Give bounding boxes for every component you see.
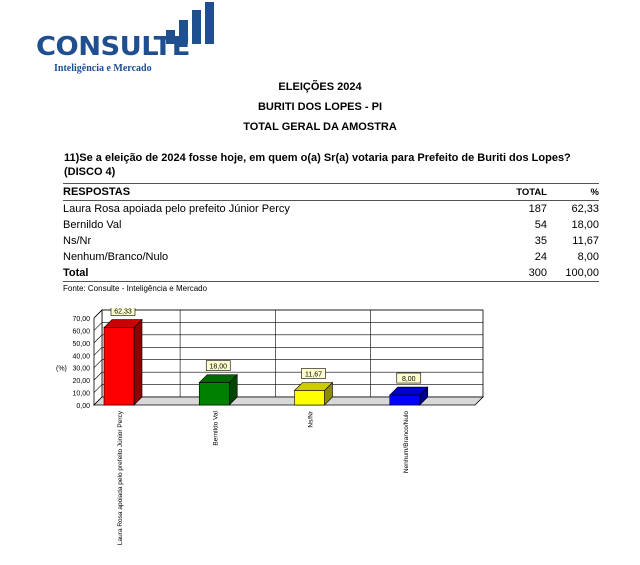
company-logo bbox=[36, 2, 196, 74]
data-label: 62,33 bbox=[114, 308, 132, 316]
y-tick-label: 50,00 bbox=[72, 340, 90, 348]
row-label: Bernildo Val bbox=[63, 219, 122, 231]
row-pct: 62,33 bbox=[571, 203, 599, 215]
y-tick-label: 40,00 bbox=[72, 353, 90, 361]
x-tick-label: Nenhum/Branco/Nulo bbox=[402, 411, 410, 474]
total-count: 300 bbox=[485, 265, 547, 282]
x-tick-label: Bernildo Val bbox=[212, 411, 220, 446]
table-header-row bbox=[63, 184, 599, 201]
table-total-row bbox=[63, 265, 599, 282]
row-label: Nenhum/Branco/Nulo bbox=[63, 251, 169, 263]
table-row bbox=[63, 233, 599, 249]
bar bbox=[199, 383, 229, 405]
row-pct: 8,00 bbox=[577, 251, 599, 263]
y-tick-label: 60,00 bbox=[72, 328, 90, 336]
question-text: 11)Se a eleição de 2024 fosse hoje, em quem o(a) Sr(a) votaria para Prefeito de Buriti dos Lopes?(DISCO 4) bbox=[64, 152, 571, 178]
row-label: Ns/Nr bbox=[63, 235, 92, 247]
chart-back-wall bbox=[102, 310, 483, 397]
col-header-total: TOTAL bbox=[485, 184, 547, 201]
row-total: 54 bbox=[534, 219, 547, 231]
row-total: 35 bbox=[534, 235, 547, 247]
y-tick-label: 20,00 bbox=[72, 378, 90, 386]
y-tick-label: 10,00 bbox=[72, 390, 90, 398]
bar-chart bbox=[30, 308, 500, 563]
y-tick-label: 70,00 bbox=[72, 316, 90, 323]
y-tick-label: 0,00 bbox=[76, 403, 90, 410]
bar bbox=[295, 390, 325, 405]
data-label: 8,00 bbox=[401, 376, 416, 384]
table-row bbox=[63, 249, 599, 265]
data-label: 11,67 bbox=[305, 371, 322, 379]
col-header-pct: % bbox=[547, 184, 599, 201]
source-note: Fonte: Consulte - Inteligência e Mercado bbox=[63, 284, 208, 293]
logo-tagline: Inteligência e Mercado bbox=[54, 63, 152, 74]
row-pct: 18,00 bbox=[571, 219, 599, 231]
total-label: Total bbox=[63, 265, 485, 282]
report-city: BURITI DOS LOPES - PI bbox=[257, 101, 383, 113]
y-axis-label: (%) bbox=[56, 365, 67, 373]
row-total: 187 bbox=[528, 203, 547, 215]
logo-name: CONSULTE bbox=[36, 32, 190, 62]
row-pct: 11,67 bbox=[572, 235, 599, 247]
col-header-answers: RESPOSTAS bbox=[63, 184, 485, 201]
bar bbox=[390, 395, 420, 405]
y-tick-label: 30,00 bbox=[72, 365, 90, 373]
data-label: 18,00 bbox=[209, 363, 228, 371]
total-pct: 100,00 bbox=[547, 265, 599, 282]
x-tick-label: Laura Rosa apoiada pelo prefeito Júnior Percy bbox=[117, 411, 124, 546]
x-tick-label: Ns/Nr bbox=[307, 411, 315, 428]
table-row bbox=[63, 201, 599, 218]
bar-side bbox=[134, 320, 142, 405]
report-title: ELEIÇÕES 2024 bbox=[278, 81, 362, 93]
bar bbox=[104, 328, 134, 405]
report-scope: TOTAL GERAL DA AMOSTRA bbox=[243, 121, 397, 133]
row-total: 24 bbox=[534, 251, 547, 263]
table-row bbox=[63, 217, 599, 233]
chart-side-wall bbox=[94, 310, 102, 405]
results-table bbox=[63, 183, 599, 282]
row-label: Laura Rosa apoiada pelo prefeito Júnior Percy bbox=[63, 203, 290, 215]
